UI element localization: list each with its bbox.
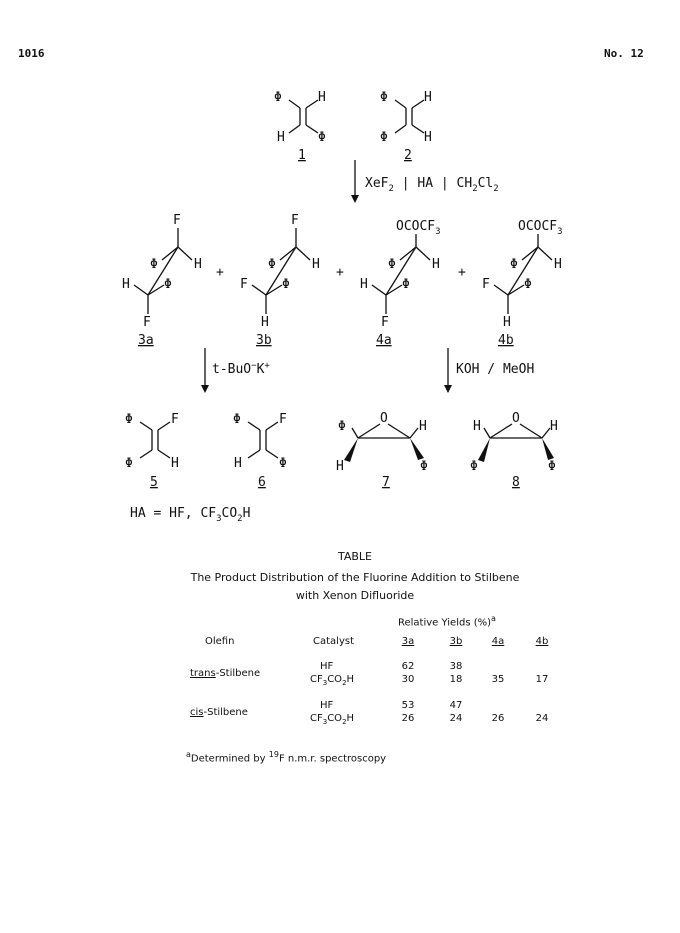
cell-4b: 24	[535, 713, 549, 724]
atom-phi: Φ	[274, 90, 282, 105]
atom-h: H	[419, 419, 427, 434]
col-header-olefin: Olefin	[205, 636, 235, 647]
compound-label-7: 7	[382, 475, 390, 490]
atom-f: F	[279, 412, 287, 427]
compound-label-3a: 3a	[138, 333, 154, 348]
atom-phi: Φ	[380, 130, 388, 145]
col-header-4b: 4b	[535, 636, 549, 647]
atom-phi: Φ	[150, 257, 158, 272]
atom-f: F	[173, 213, 181, 228]
atom-h: H	[234, 456, 242, 471]
plus-sign: +	[336, 265, 344, 280]
ha-note: HA = HF, $CF_3CO_2H$	[130, 506, 251, 524]
atom-phi: Φ	[233, 412, 241, 427]
compound-label-3b: 3b	[256, 333, 272, 348]
issue-number: No. 12	[604, 47, 644, 60]
col-header-3b: 3b	[449, 636, 463, 647]
cell-3a: 26	[401, 713, 415, 724]
table-row-olefin: trans-Stilbene	[190, 668, 261, 679]
plus-sign: +	[458, 265, 466, 280]
atom-f: F	[381, 315, 389, 330]
atom-phi: Φ	[282, 277, 290, 292]
wedge-bond	[478, 438, 490, 462]
catalyst-tfa: $CF_3CO_2H$	[310, 713, 355, 726]
compound-label-2: 2	[404, 148, 412, 163]
atom-f: F	[482, 277, 490, 292]
cell-3a: 30	[401, 674, 415, 685]
atom-phi: Φ	[548, 459, 556, 474]
atom-o: O	[380, 411, 388, 426]
reagent-tbuok: t-BuO−K+	[212, 361, 270, 377]
atom-h: H	[432, 257, 440, 272]
col-header-3a: 3a	[401, 636, 415, 647]
cell-3b: 38	[449, 661, 463, 672]
reagent-xef2-line: XeF$_2$ | HA | $CH_2Cl_2$	[365, 176, 499, 194]
atom-phi: Φ	[164, 277, 172, 292]
relative-yields-header: Relative Yields (%)$^a$	[398, 614, 496, 629]
page-number: 1016	[18, 47, 45, 60]
atom-h: H	[554, 257, 562, 272]
atom-h: H	[473, 419, 481, 434]
wedge-bond	[410, 438, 424, 460]
atom-h: H	[312, 257, 320, 272]
atom-phi: Φ	[125, 456, 133, 471]
arrowhead-right	[444, 385, 452, 393]
atom-ococf3: $OCOCF_3$	[396, 219, 441, 237]
atom-phi: Φ	[420, 459, 428, 474]
wedge-bond	[542, 438, 554, 460]
atom-h: H	[550, 419, 558, 434]
atom-phi: Φ	[268, 257, 276, 272]
plus-sign: +	[216, 265, 224, 280]
atom-h: H	[122, 277, 130, 292]
atom-phi: Φ	[510, 257, 518, 272]
atom-h: H	[360, 277, 368, 292]
atom-h: H	[336, 459, 344, 474]
compound-label-1: 1	[298, 148, 306, 163]
compound-label-5: 5	[150, 475, 158, 490]
compound-label-6: 6	[258, 475, 266, 490]
atom-h: H	[171, 456, 179, 471]
cell-4a: 35	[491, 674, 505, 685]
atom-h: H	[318, 90, 326, 105]
catalyst-hf: HF	[320, 700, 334, 711]
reagent-koh-meoh: KOH / MeOH	[456, 362, 535, 377]
atom-h: H	[194, 257, 202, 272]
table-title-line2: with Xenon Difluoride	[295, 589, 415, 602]
catalyst-tfa: $CF_3CO_2H$	[310, 674, 355, 687]
cell-4a: 26	[491, 713, 505, 724]
table-row-olefin: cis-Stilbene	[190, 707, 248, 718]
cell-4b: 17	[535, 674, 549, 685]
atom-ococf3: $OCOCF_3$	[518, 219, 563, 237]
atom-f: F	[143, 315, 151, 330]
atom-f: F	[240, 277, 248, 292]
atom-phi: Φ	[279, 456, 287, 471]
atom-phi: Φ	[125, 412, 133, 427]
cell-3b: 47	[449, 700, 463, 711]
compound-label-4a: 4a	[376, 333, 392, 348]
table-label: TABLE	[337, 550, 372, 563]
cell-3b: 24	[449, 713, 463, 724]
table-title-line1: The Product Distribution of the Fluorine Addition to Stilbene	[190, 571, 520, 584]
atom-f: F	[171, 412, 179, 427]
atom-h: H	[424, 90, 432, 105]
arrowhead-left	[201, 385, 209, 393]
compound-label-8: 8	[512, 475, 520, 490]
col-header-4a: 4a	[491, 636, 505, 647]
atom-h: H	[424, 130, 432, 145]
arrowhead-top	[351, 195, 359, 203]
cell-3a: 62	[401, 661, 415, 672]
catalyst-hf: HF	[320, 661, 334, 672]
atom-phi: Φ	[318, 130, 326, 145]
atom-o: O	[512, 411, 520, 426]
table-footnote: $^a$Determined by $^{19}$F n.m.r. spectroscopy	[186, 750, 387, 765]
atom-h: H	[503, 315, 511, 330]
atom-h: H	[277, 130, 285, 145]
wedge-bond	[344, 438, 358, 462]
atom-phi: Φ	[380, 90, 388, 105]
cell-3a: 53	[401, 700, 415, 711]
compound-label-4b: 4b	[498, 333, 514, 348]
atom-phi: Φ	[470, 459, 478, 474]
cell-3b: 18	[449, 674, 463, 685]
atom-phi: Φ	[388, 257, 396, 272]
atom-h: H	[261, 315, 269, 330]
atom-phi: Φ	[524, 277, 532, 292]
atom-phi: Φ	[402, 277, 410, 292]
atom-f: F	[291, 213, 299, 228]
col-header-catalyst: Catalyst	[313, 636, 354, 647]
atom-phi: Φ	[338, 419, 346, 434]
